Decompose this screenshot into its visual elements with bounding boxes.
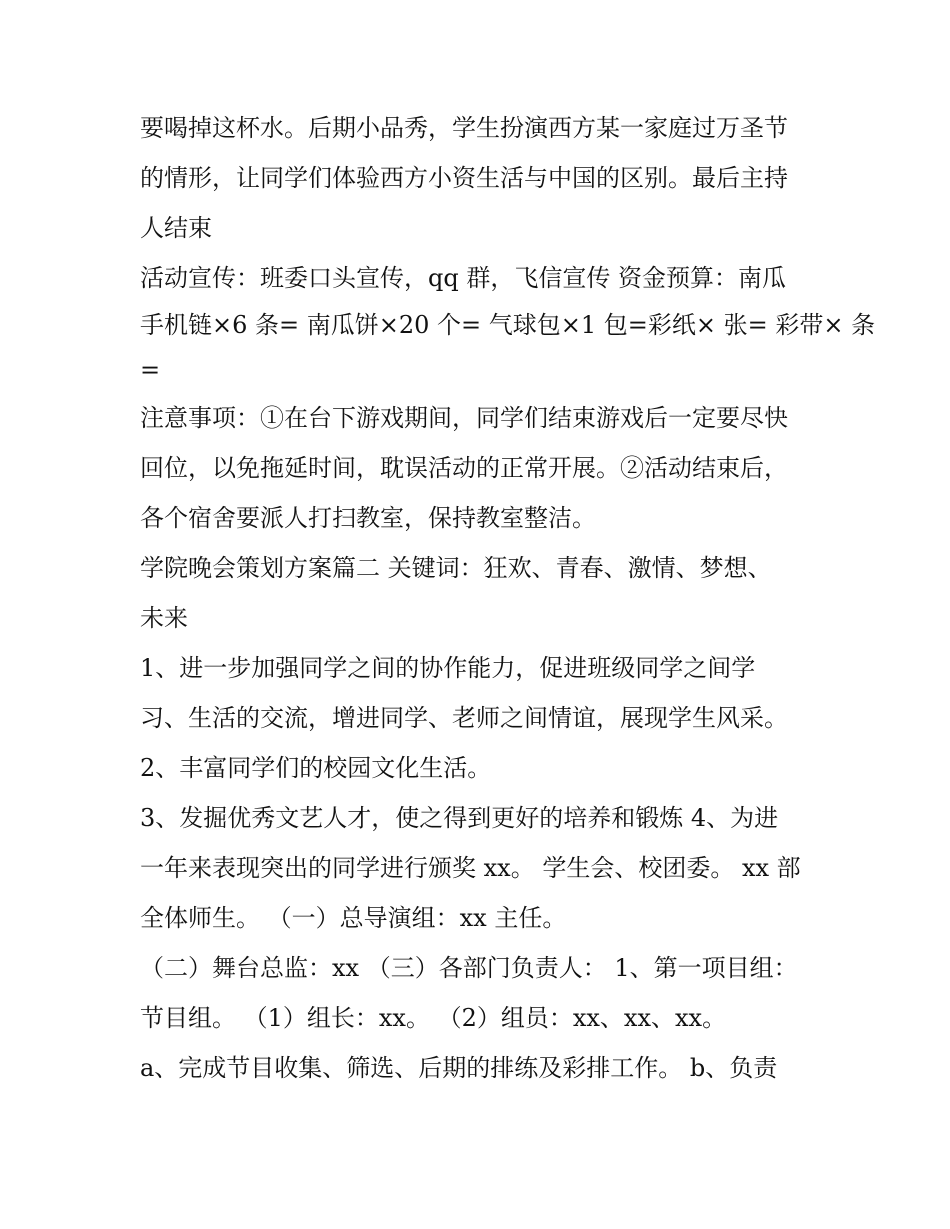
text-line: = (140, 356, 161, 384)
text-line: 3、发掘优秀文艺人才，使之得到更好的培养和锻炼 4、为进 (140, 804, 779, 832)
text-line: 节目组。 （1）组长：xx。 （2）组员：xx、xx、xx。 (140, 1004, 727, 1032)
text-line: 人结束 (140, 214, 212, 242)
text-line: 要喝掉这杯水。后期小品秀，学生扮演西方某一家庭过万圣节 (140, 114, 788, 142)
text-line: （二）舞台总监：xx （三）各部门负责人： 1、第一项目组： (140, 954, 798, 982)
text-line: 习、生活的交流，增进同学、老师之间情谊，展现学生风采。 (140, 704, 788, 732)
text-line: 注意事项：①在台下游戏期间，同学们结束游戏后一定要尽快 (140, 404, 788, 432)
document-body (140, 103, 876, 1093)
text-line: 各个宿舍要派人打扫教室，保持教室整洁。 (140, 504, 596, 532)
text-line: 学院晚会策划方案篇二 关键词：狂欢、青春、激情、梦想、 (140, 554, 772, 582)
text-line: 回位，以免拖延时间，耽误活动的正常开展。②活动结束后， (140, 454, 788, 482)
text-line: 活动宣传：班委口头宣传，qq 群，飞信宣传 资金预算：南瓜 (140, 264, 786, 292)
text-line: 的情形，让同学们体验西方小资生活与中国的区别。最后主持 (140, 164, 788, 192)
text-line: 手机链×6 条= 南瓜饼×20 个= 气球包×1 包=彩纸× 张= 彩带× 条 (140, 311, 876, 339)
text-line: 全体师生。 （一）总导演组：xx 主任。 (140, 904, 567, 932)
text-line: a、完成节目收集、筛选、后期的排练及彩排工作。 b、负责 (140, 1054, 778, 1082)
text-line: 2、丰富同学们的校园文化生活。 (140, 754, 492, 782)
text-line: 一年来表现突出的同学进行颁奖 xx。 学生会、校团委。 xx 部 (140, 854, 801, 882)
text-line: 未来 (140, 604, 188, 632)
text-line: 1、进一步加强同学之间的协作能力，促进班级同学之间学 (140, 654, 756, 682)
